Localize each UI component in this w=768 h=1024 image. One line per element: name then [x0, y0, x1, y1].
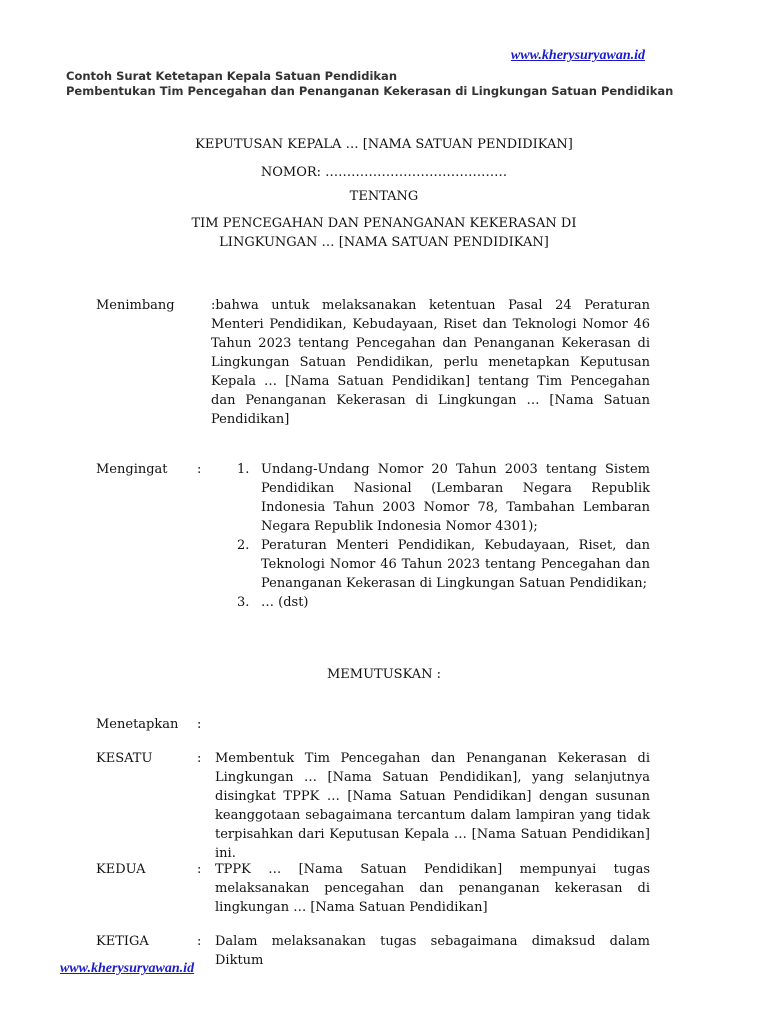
mengingat-colon: : — [197, 462, 202, 477]
list-item-number: 3. — [237, 595, 250, 610]
menetapkan-label: Menetapkan — [96, 717, 179, 732]
ketiga-text: Dalam melaksanakan tugas sebagaimana dimaksud dalam Diktum — [215, 934, 650, 968]
kesatu-colon: : — [197, 751, 202, 766]
website-link-bottom[interactable]: www.kherysuryawan.id — [60, 961, 195, 976]
kedua-label: KEDUA — [96, 862, 146, 877]
tentang-heading: TENTANG — [349, 189, 419, 204]
ketiga-label: KETIGA — [96, 934, 149, 949]
menetapkan-colon: : — [197, 717, 202, 732]
mengingat-label: Mengingat — [96, 462, 168, 477]
list-item-number: 2. — [237, 538, 250, 553]
mengingat-list — [237, 460, 650, 612]
list-item-text: Undang-Undang Nomor 20 Tahun 2003 tentang Sistem Pendidikan Nasional (Lembaran Negara Republik Indonesia Tahun 2003 Nomor 78, Tambahan Lembaran Negara Republik Indonesia Nomor 4301); — [261, 462, 650, 534]
list-item — [237, 460, 650, 536]
header-line-2: Pembentukan Tim Pencegahan dan Penanganan Kekerasan di Lingkungan Satuan Pendidikan — [66, 84, 674, 98]
kesatu-text: Membentuk Tim Pencegahan dan Penanganan Kekerasan di Lingkungan … [Nama Satuan Pendidikan], yang selanjutnya disingkat TPPK … [Nama Satuan Pendidikan] dengan susunan keanggotaan sebagaimana tercantum dalam lampiran yang tidak terpisahkan dari Keputusan Kepala … [Nama Satuan Pendidikan] ini. — [215, 751, 650, 861]
website-link-top[interactable]: www.kherysuryawan.id — [510, 48, 645, 63]
menimbang-label: Menimbang — [96, 298, 175, 313]
list-item — [237, 536, 650, 593]
menimbang-text: :bahwa untuk melaksanakan ketentuan Pasal 24 Peraturan Menteri Pendidikan, Kebudayaan, Riset dan Teknologi Nomor 46 Tahun 2023 tentang Pencegahan dan Penanganan Kekerasan di Lingkungan Satuan Pendidikan, perlu menetapkan Keputusan Kepala … [Nama Satuan Pendidikan] tentang Tim Pencegahan dan Penanganan Kekerasan di Lingkungan … [Nama Satuan Pendidikan] — [211, 298, 650, 427]
document-header — [66, 69, 673, 99]
list-item-number: 1. — [237, 462, 250, 477]
header-line-1: Contoh Surat Ketetapan Kepala Satuan Pendidikan — [66, 69, 398, 83]
kedua-text: TPPK … [Nama Satuan Pendidikan] mempunyai tugas melaksanakan pencegahan dan penanganan kekerasan di lingkungan … [Nama Satuan Pendidikan] — [215, 862, 650, 915]
list-item-text: Peraturan Menteri Pendidikan, Kebudayaan, Riset, dan Teknologi Nomor 46 Tahun 2023 tentang Pencegahan dan Penanganan Kekerasan di Lingkungan Satuan Pendidikan; — [261, 538, 650, 591]
ketiga-colon: : — [197, 934, 202, 949]
decree-subject: TIM PENCEGAHAN DAN PENANGANAN KEKERASAN DI LINGKUNGAN … [NAMA SATUAN PENDIDIKAN] — [191, 216, 577, 250]
kesatu-label: KESATU — [96, 751, 153, 766]
list-item — [237, 593, 650, 612]
decree-number: NOMOR: …………………………………… — [260, 165, 508, 180]
list-item-text: … (dst) — [261, 595, 309, 610]
memutuskan-heading: MEMUTUSKAN : — [326, 667, 442, 682]
decree-title: KEPUTUSAN KEPALA … [NAMA SATUAN PENDIDIKAN] — [195, 137, 573, 152]
kedua-colon: : — [197, 862, 202, 877]
